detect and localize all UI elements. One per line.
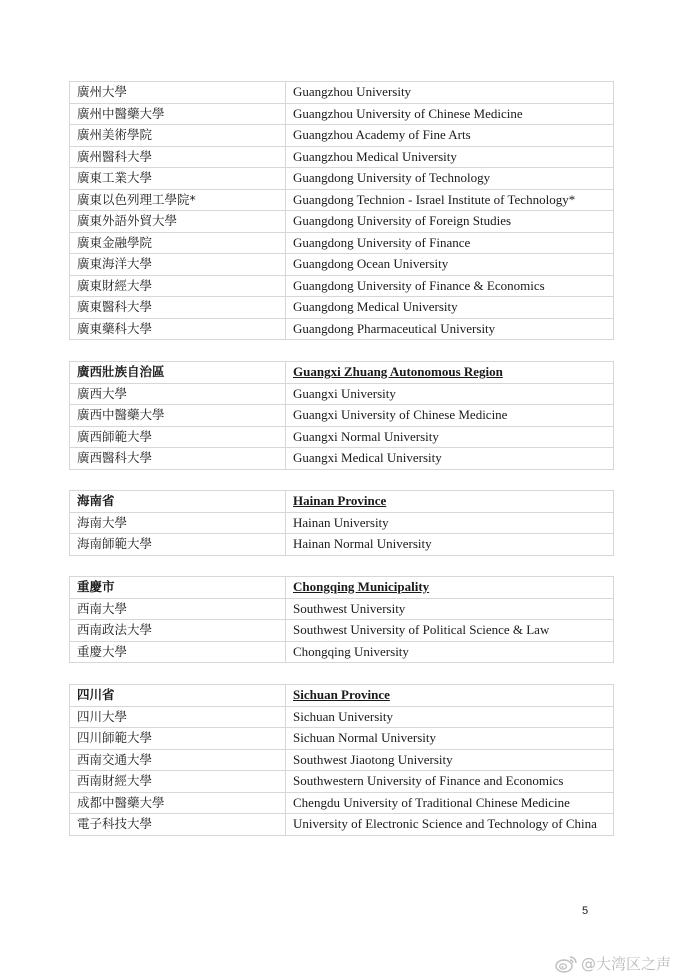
section-heading-row xyxy=(70,491,614,513)
table-row xyxy=(70,168,614,190)
table-row xyxy=(70,103,614,125)
heading-chinese: 重慶市 xyxy=(70,577,286,599)
heading-english: Hainan Province xyxy=(286,491,614,513)
university-chinese-name: 廣西師範大學 xyxy=(70,426,286,448)
table-row xyxy=(70,512,614,534)
university-english-name: Guangdong University of Finance & Economics xyxy=(286,275,614,297)
table-row xyxy=(70,275,614,297)
university-chinese-name: 廣東海洋大學 xyxy=(70,254,286,276)
page-number: 5 xyxy=(582,905,589,917)
section-heading-row xyxy=(70,577,614,599)
university-chinese-name: 西南大學 xyxy=(70,598,286,620)
heading-chinese: 廣西壯族自治區 xyxy=(70,362,286,384)
watermark-text: @大湾区之声 xyxy=(581,955,672,973)
university-english-name: University of Electronic Science and Technology of China xyxy=(286,814,614,836)
table-row xyxy=(70,448,614,470)
university-chinese-name: 廣西大學 xyxy=(70,383,286,405)
university-english-name: Sichuan University xyxy=(286,706,614,728)
table-row xyxy=(70,189,614,211)
university-chinese-name: 廣東醫科大學 xyxy=(70,297,286,319)
university-chinese-name: 廣東金融學院 xyxy=(70,232,286,254)
university-english-name: Chongqing University xyxy=(286,641,614,663)
university-chinese-name: 海南師範大學 xyxy=(70,534,286,556)
table-row xyxy=(70,792,614,814)
section-heading-row xyxy=(70,362,614,384)
university-english-name: Southwest University xyxy=(286,598,614,620)
table-row xyxy=(70,814,614,836)
table-sichuan xyxy=(69,684,614,836)
university-english-name: Guangdong University of Foreign Studies xyxy=(286,211,614,233)
table-row xyxy=(70,146,614,168)
section-heading-row xyxy=(70,685,614,707)
university-chinese-name: 廣州大學 xyxy=(70,82,286,104)
university-chinese-name: 四川大學 xyxy=(70,706,286,728)
table-row xyxy=(70,598,614,620)
university-english-name: Guangdong Ocean University xyxy=(286,254,614,276)
university-english-name: Guangdong Medical University xyxy=(286,297,614,319)
university-english-name: Southwest University of Political Science & Law xyxy=(286,620,614,642)
university-chinese-name: 廣東藥科大學 xyxy=(70,318,286,340)
university-english-name: Hainan Normal University xyxy=(286,534,614,556)
university-chinese-name: 成都中醫藥大學 xyxy=(70,792,286,814)
university-chinese-name: 廣東以色列理工學院* xyxy=(70,189,286,211)
table-row xyxy=(70,297,614,319)
university-english-name: Guangxi University of Chinese Medicine xyxy=(286,405,614,427)
table-row xyxy=(70,426,614,448)
university-english-name: Southwest Jiaotong University xyxy=(286,749,614,771)
heading-english: Sichuan Province xyxy=(286,685,614,707)
table-row xyxy=(70,728,614,750)
university-chinese-name: 廣東外語外貿大學 xyxy=(70,211,286,233)
university-english-name: Hainan University xyxy=(286,512,614,534)
table-row xyxy=(70,125,614,147)
university-english-name: Guangdong University of Technology xyxy=(286,168,614,190)
university-chinese-name: 西南財經大學 xyxy=(70,771,286,793)
table-row xyxy=(70,211,614,233)
university-english-name: Guangzhou Medical University xyxy=(286,146,614,168)
university-chinese-name: 廣州醫科大學 xyxy=(70,146,286,168)
university-chinese-name: 西南政法大學 xyxy=(70,620,286,642)
table-row xyxy=(70,254,614,276)
university-english-name: Southwestern University of Finance and Economics xyxy=(286,771,614,793)
university-english-name: Guangzhou University xyxy=(286,82,614,104)
university-english-name: Guangdong University of Finance xyxy=(286,232,614,254)
table-row xyxy=(70,82,614,104)
table-chongqing xyxy=(69,576,614,663)
table-row xyxy=(70,749,614,771)
university-chinese-name: 廣西中醫藥大學 xyxy=(70,405,286,427)
table-row xyxy=(70,405,614,427)
university-chinese-name: 廣州美術學院 xyxy=(70,125,286,147)
university-chinese-name: 廣州中醫藥大學 xyxy=(70,103,286,125)
heading-english: Chongqing Municipality xyxy=(286,577,614,599)
heading-chinese: 四川省 xyxy=(70,685,286,707)
university-english-name: Sichuan Normal University xyxy=(286,728,614,750)
university-chinese-name: 海南大學 xyxy=(70,512,286,534)
table-hainan xyxy=(69,490,614,556)
university-english-name: Guangxi University xyxy=(286,383,614,405)
university-chinese-name: 廣東財經大學 xyxy=(70,275,286,297)
heading-chinese: 海南省 xyxy=(70,491,286,513)
university-english-name: Guangxi Medical University xyxy=(286,448,614,470)
weibo-icon xyxy=(555,955,577,973)
university-chinese-name: 廣西醫科大學 xyxy=(70,448,286,470)
table-row xyxy=(70,318,614,340)
table-row xyxy=(70,232,614,254)
heading-english: Guangxi Zhuang Autonomous Region xyxy=(286,362,614,384)
table-row xyxy=(70,383,614,405)
table-row xyxy=(70,534,614,556)
university-english-name: Chengdu University of Traditional Chinese Medicine xyxy=(286,792,614,814)
watermark xyxy=(555,953,671,974)
university-chinese-name: 四川師範大學 xyxy=(70,728,286,750)
university-chinese-name: 重慶大學 xyxy=(70,641,286,663)
university-chinese-name: 西南交通大學 xyxy=(70,749,286,771)
table-row xyxy=(70,706,614,728)
table-guangxi xyxy=(69,361,614,470)
university-english-name: Guangdong Pharmaceutical University xyxy=(286,318,614,340)
table-row xyxy=(70,641,614,663)
table-row xyxy=(70,771,614,793)
table-row xyxy=(70,620,614,642)
university-english-name: Guangxi Normal University xyxy=(286,426,614,448)
university-english-name: Guangzhou Academy of Fine Arts xyxy=(286,125,614,147)
university-english-name: Guangdong Technion - Israel Institute of Technology* xyxy=(286,189,614,211)
university-chinese-name: 廣東工業大學 xyxy=(70,168,286,190)
university-chinese-name: 電子科技大學 xyxy=(70,814,286,836)
university-english-name: Guangzhou University of Chinese Medicine xyxy=(286,103,614,125)
table-guangdong xyxy=(69,81,614,340)
